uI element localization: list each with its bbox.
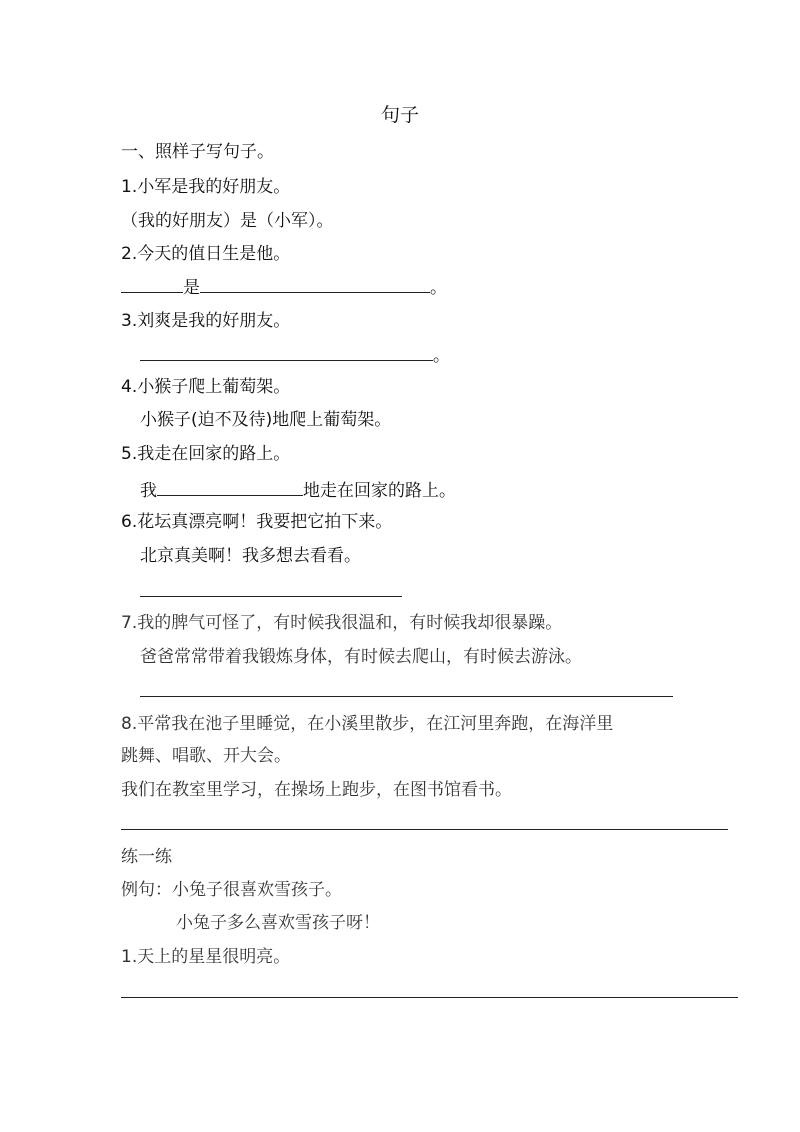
answer-blank[interactable]	[121, 275, 183, 293]
question-7: 7.我的脾气可怪了，有时候我很温和，有时候我却很暴躁。	[121, 613, 563, 633]
question-7-example: 爸爸常常带着我锻炼身体，有时候去爬山，有时候去游泳。	[140, 647, 582, 667]
answer-blank[interactable]	[200, 275, 430, 293]
question-1: 1.小军是我的好朋友。	[121, 177, 291, 197]
section-heading: 一、照样子写句子。	[121, 142, 274, 162]
question-2: 2.今天的值日生是他。	[121, 244, 291, 264]
practice-question-1: 1.天上的星星很明亮。	[121, 947, 291, 967]
practice-example-text: 小兔子很喜欢雪孩子。	[172, 880, 342, 900]
question-8-line1: 8.平常我在池子里睡觉，在小溪里散步，在江河里奔跑，在海洋里	[121, 714, 614, 734]
question-5-answer-line	[140, 478, 456, 502]
question-4-example: 小猴子(迫不及待)地爬上葡萄架。	[140, 410, 392, 430]
question-2-end: 。	[430, 278, 447, 298]
question-8-answer-line[interactable]	[121, 829, 728, 830]
question-8-example: 我们在教室里学习，在操场上跑步，在图书馆看书。	[121, 780, 512, 800]
question-3-answer-line	[140, 343, 450, 367]
question-2-mid: 是	[183, 278, 200, 298]
question-5: 5.我走在回家的路上。	[121, 444, 291, 464]
question-6-answer-line[interactable]	[140, 596, 402, 597]
answer-blank[interactable]	[157, 478, 303, 496]
question-3: 3.刘爽是我的好朋友。	[121, 311, 291, 331]
question-6-example: 北京真美啊！我多想去看看。	[140, 546, 361, 566]
question-2-answer-line	[121, 275, 447, 299]
question-7-answer-line[interactable]	[140, 696, 673, 697]
practice-heading: 练一练	[121, 847, 172, 867]
practice-answer-line[interactable]	[121, 997, 738, 998]
question-6: 6.花坛真漂亮啊！我要把它拍下来。	[121, 512, 393, 532]
practice-example-line2: 小兔子多么喜欢雪孩子呀！	[176, 913, 380, 933]
practice-example-line1	[121, 879, 342, 901]
question-1-example: （我的好朋友）是（小军）。	[121, 211, 334, 231]
practice-example-label: 例句：	[121, 880, 172, 900]
question-5-prefix: 我	[140, 481, 157, 501]
answer-blank[interactable]	[140, 343, 433, 361]
question-4: 4.小猴子爬上葡萄架。	[121, 377, 291, 397]
question-3-end: 。	[433, 346, 450, 366]
page-title: 句子	[380, 104, 419, 126]
question-8-line2: 跳舞、唱歌、开大会。	[121, 746, 291, 766]
question-5-suffix: 地走在回家的路上。	[303, 481, 456, 501]
